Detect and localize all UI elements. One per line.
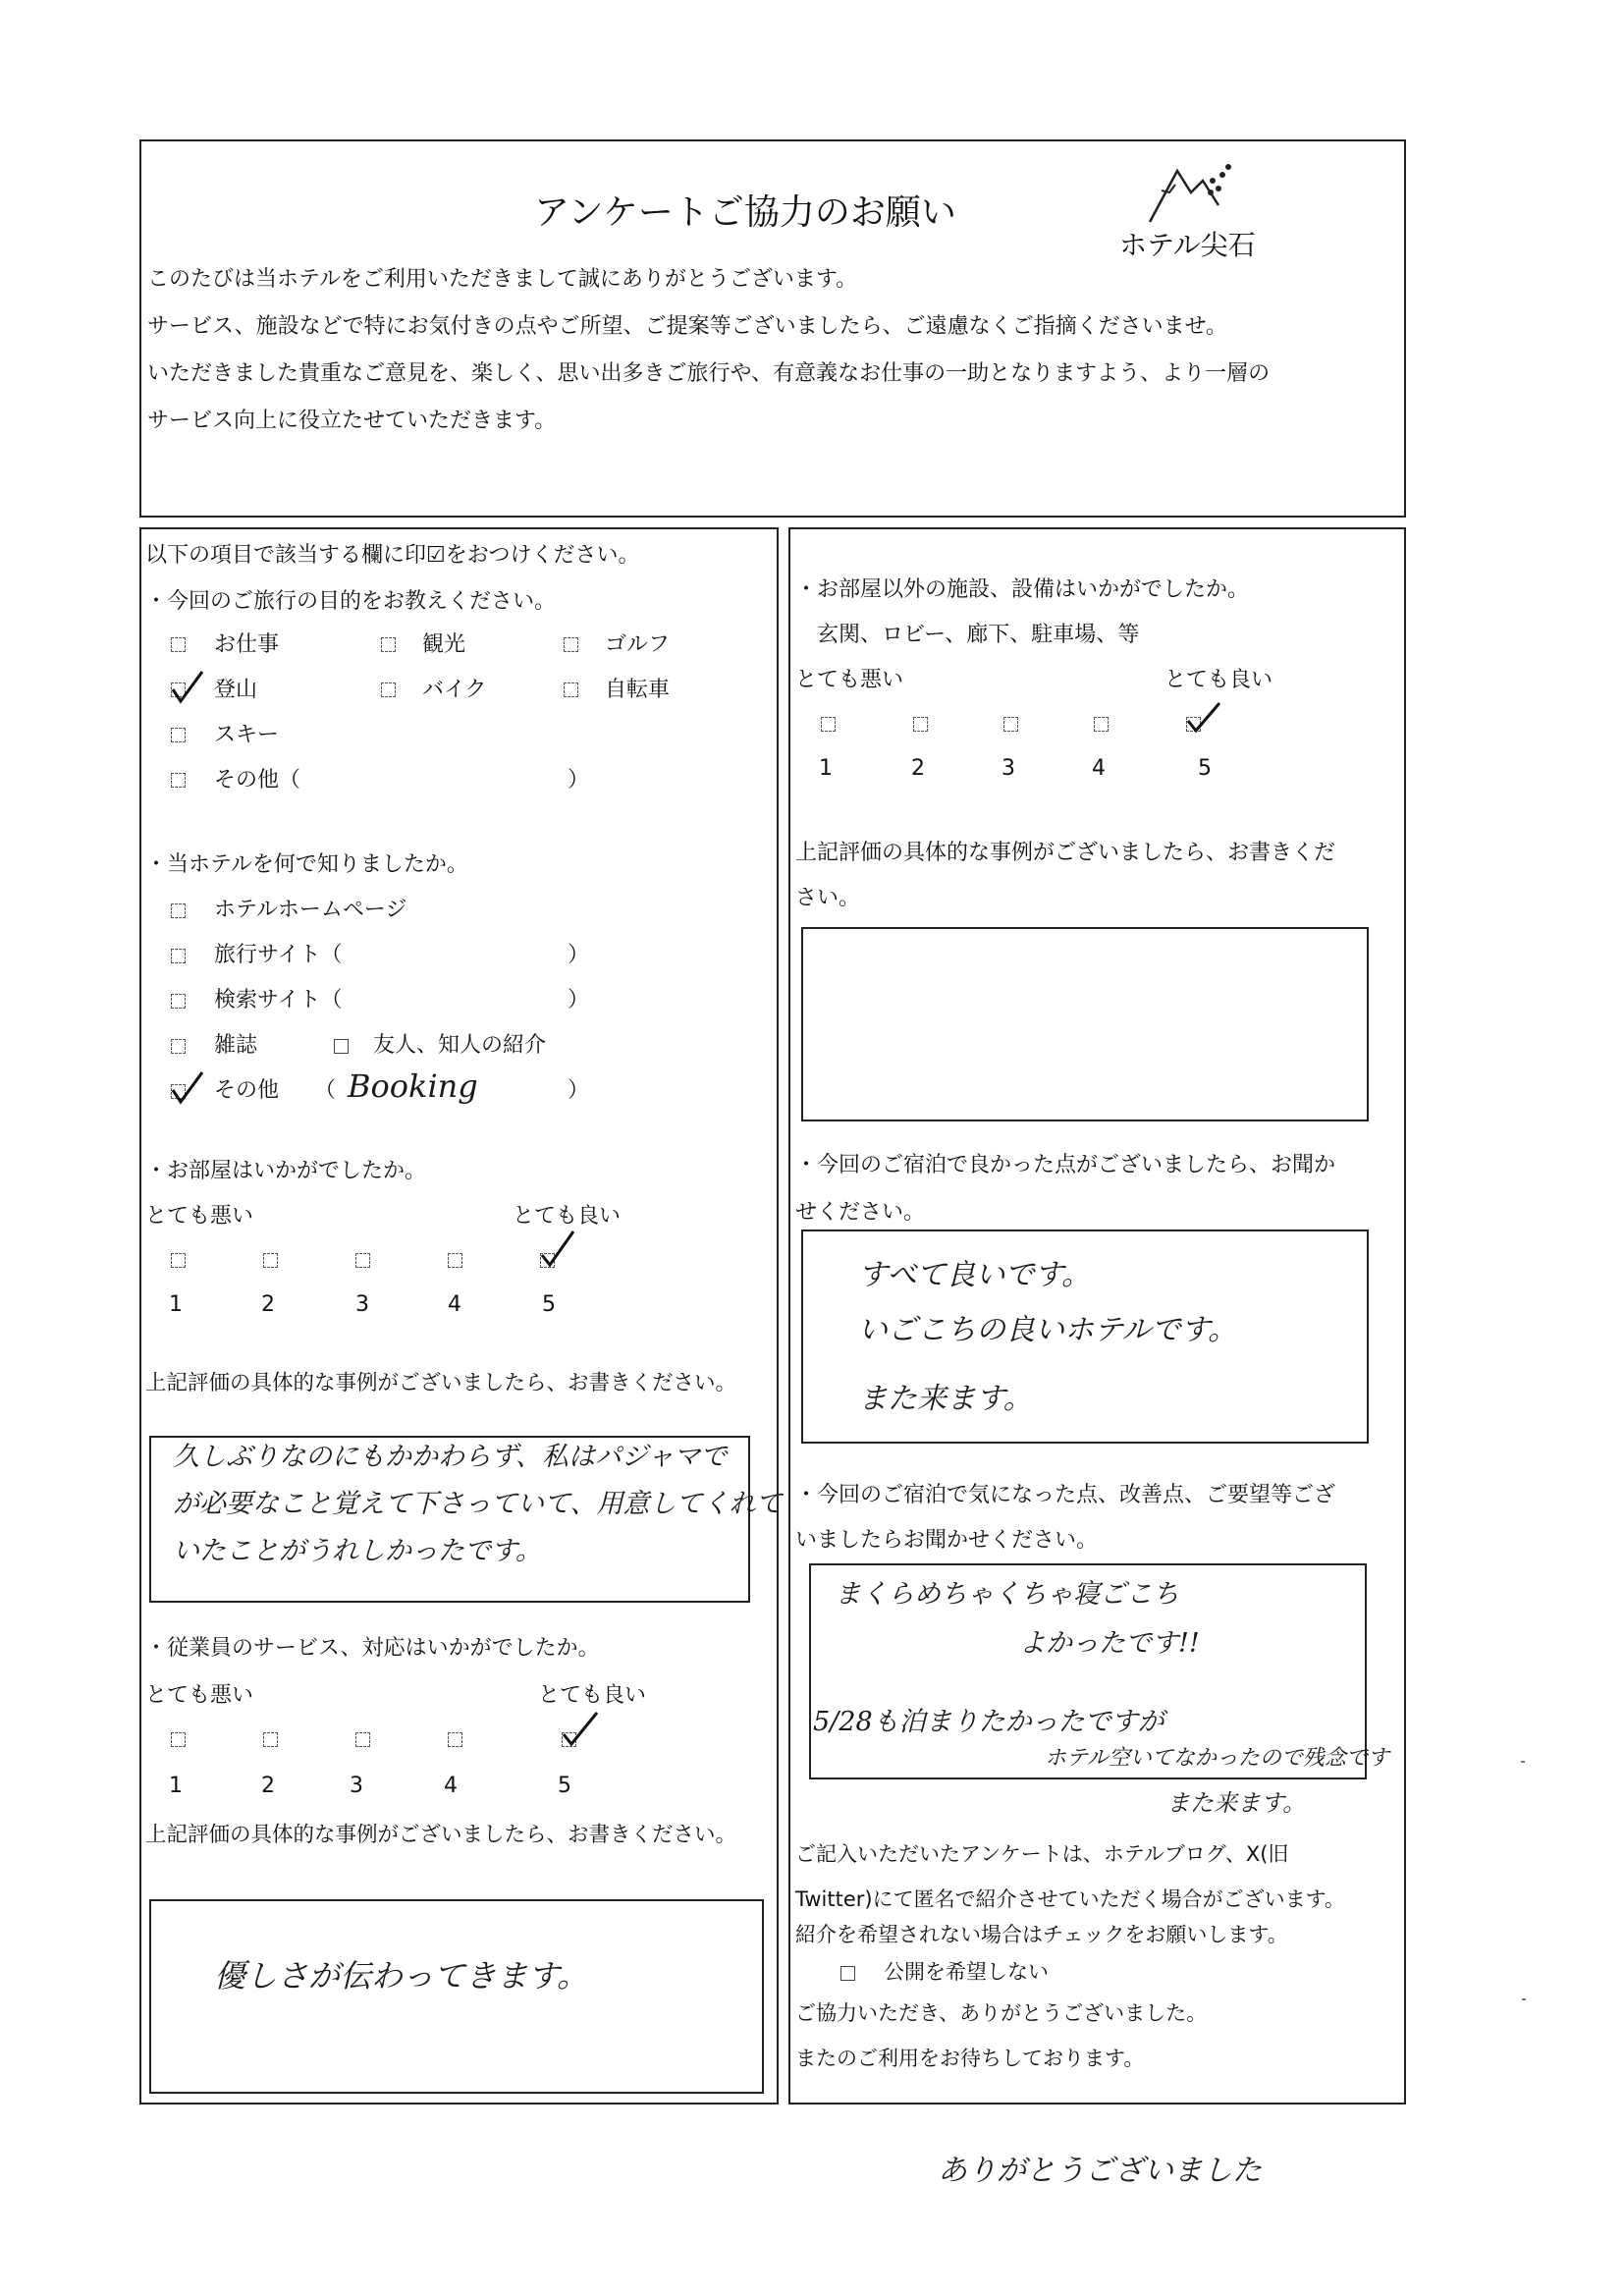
facilities-comment-box[interactable] bbox=[801, 927, 1369, 1121]
facilities-scale-3: 3 bbox=[1001, 756, 1015, 781]
facilities-checkbox-3[interactable] bbox=[1003, 717, 1018, 732]
facilities-detail-prompt-2: さい。 bbox=[795, 886, 861, 910]
facilities-scale-2: 2 bbox=[911, 756, 925, 781]
staff-bad-label: とても悪い bbox=[145, 1683, 254, 1708]
room-scale-1: 1 bbox=[169, 1292, 183, 1317]
checkbox-bike[interactable] bbox=[381, 683, 396, 697]
staff-scale-2: 2 bbox=[261, 1774, 275, 1798]
option-golf: ゴルフ bbox=[605, 632, 671, 657]
checkbox-sightseeing[interactable] bbox=[381, 637, 396, 652]
option-hotel-homepage: ホテルホームページ bbox=[214, 898, 407, 922]
option-source-other: その他 bbox=[214, 1078, 280, 1103]
room-comment-line-3: いたことがうれしかったです。 bbox=[173, 1536, 542, 1566]
staff-checkbox-2[interactable] bbox=[263, 1732, 278, 1747]
option-search-site: 検索サイト（ bbox=[214, 988, 343, 1012]
page-title: アンケートご協力のお願い bbox=[534, 192, 956, 233]
staff-detail-prompt: 上記評価の具体的な事例がございましたら、お書きください。 bbox=[145, 1823, 737, 1847]
checkbox-bicycle[interactable] bbox=[564, 683, 578, 697]
checkmark-icon bbox=[538, 1230, 577, 1269]
checkbox-work[interactable] bbox=[171, 637, 186, 652]
thanks-text: ご協力いただき、ありがとうございました。 bbox=[795, 2001, 1208, 2025]
improvements-comment-line-2: よかったです!! bbox=[1019, 1628, 1200, 1659]
opt-out-label: 公開を希望しない bbox=[884, 1960, 1049, 1984]
intro-line-2: サービス、施設などで特にお気付きの点やご所望、ご提案等ございましたら、ご遠慮なくご指摘くださいませ。 bbox=[147, 314, 1228, 339]
intro-line-3: いただきました貴重なご意見を、楽しく、思い出多きご旅行や、有意義なお仕事の一助となりますよう、より一層の bbox=[147, 361, 1271, 386]
option-magazine: 雑誌 bbox=[214, 1033, 258, 1058]
checkbox-search-site[interactable] bbox=[171, 994, 186, 1009]
facilities-good-label: とても良い bbox=[1164, 668, 1273, 692]
staff-checkbox-1[interactable] bbox=[171, 1732, 186, 1747]
room-bad-label: とても悪い bbox=[145, 1204, 254, 1229]
source-question: ・当ホテルを何で知りましたか。 bbox=[145, 852, 468, 877]
good-points-comment-line-3: また来ます。 bbox=[858, 1382, 1033, 1416]
option-bike: バイク bbox=[422, 678, 487, 702]
room-detail-prompt: 上記評価の具体的な事例がございましたら、お書きください。 bbox=[145, 1371, 737, 1395]
improvements-comment-line-5: また来ます。 bbox=[1166, 1789, 1307, 1817]
checkbox-opt-out[interactable] bbox=[840, 1966, 855, 1981]
option-bicycle: 自転車 bbox=[605, 678, 671, 702]
source-other-close-paren: ） bbox=[568, 1078, 590, 1103]
scan-speck bbox=[1521, 1761, 1525, 1763]
closing-text: またのご利用をお待ちしております。 bbox=[795, 2047, 1145, 2070]
checkbox-hotel-homepage[interactable] bbox=[171, 903, 186, 918]
footer-line-3: 紹介を希望されない場合はチェックをお願いします。 bbox=[795, 1923, 1288, 1946]
staff-scale-3: 3 bbox=[350, 1774, 363, 1798]
good-points-comment-line-2: いごこちの良いホテルです。 bbox=[858, 1313, 1238, 1347]
instruction-text: 以下の項目で該当する欄に印☑をおつけください。 bbox=[145, 543, 640, 568]
purpose-question: ・今回のご旅行の目的をお教えください。 bbox=[145, 589, 557, 614]
facilities-checkbox-4[interactable] bbox=[1094, 717, 1109, 732]
checkmark-icon bbox=[169, 668, 208, 707]
source-other-value: Booking bbox=[348, 1067, 478, 1105]
staff-checkbox-4[interactable] bbox=[448, 1732, 462, 1747]
footer-line-1: ご記入いただいたアンケートは、ホテルブログ、X(旧 bbox=[795, 1842, 1289, 1866]
header-box bbox=[139, 139, 1406, 518]
facilities-detail-prompt-1: 上記評価の具体的な事例がございましたら、お書きくだ bbox=[795, 841, 1336, 865]
improvements-comment-line-3: 5/28も泊まりたかったですが bbox=[813, 1707, 1164, 1737]
checkmark-icon bbox=[1184, 699, 1223, 738]
room-comment-line-2: が必要なこと覚えて下さっていて、用意してくれて bbox=[173, 1489, 783, 1519]
option-travel-site: 旅行サイト（ bbox=[214, 943, 343, 967]
intro-line-4: サービス向上に役立たせていただきます。 bbox=[147, 409, 557, 433]
staff-comment: 優しさが伝わってきます。 bbox=[214, 1957, 589, 1995]
checkbox-magazine[interactable] bbox=[171, 1039, 186, 1054]
option-ski: スキー bbox=[214, 723, 280, 747]
checkmark-icon bbox=[560, 1709, 599, 1748]
improvements-comment-line-1: まくらめちゃくちゃ寝ごこち bbox=[835, 1579, 1179, 1610]
staff-good-label: とても良い bbox=[538, 1683, 647, 1708]
room-checkbox-3[interactable] bbox=[355, 1253, 370, 1268]
hotel-name: ホテル尖石 bbox=[1119, 229, 1256, 261]
option-purpose-other: その他（ bbox=[214, 768, 301, 793]
room-scale-2: 2 bbox=[261, 1292, 275, 1317]
facilities-scale-4: 4 bbox=[1092, 756, 1106, 781]
checkmark-icon bbox=[169, 1068, 208, 1108]
staff-question: ・従業員のサービス、対応はいかがでしたか。 bbox=[145, 1636, 600, 1661]
purpose-other-close-paren: ） bbox=[568, 768, 590, 793]
improvements-question-1: ・今回のご宿泊で気になった点、改善点、ご要望等ござ bbox=[795, 1483, 1336, 1507]
staff-comment-box[interactable] bbox=[149, 1899, 764, 2094]
checkbox-purpose-other[interactable] bbox=[171, 773, 186, 788]
checkbox-travel-site[interactable] bbox=[171, 949, 186, 963]
room-question: ・お部屋はいかがでしたか。 bbox=[145, 1159, 427, 1183]
improvements-comment-line-4: ホテル空いてなかったので残念です bbox=[1045, 1746, 1389, 1771]
good-points-question-1: ・今回のご宿泊で良かった点がございましたら、お聞か bbox=[795, 1153, 1336, 1177]
staff-scale-4: 4 bbox=[444, 1774, 458, 1798]
staff-checkbox-3[interactable] bbox=[355, 1732, 370, 1747]
mountain-logo-icon bbox=[1140, 151, 1248, 228]
checkbox-ski[interactable] bbox=[171, 728, 186, 742]
room-checkbox-2[interactable] bbox=[263, 1253, 278, 1268]
intro-line-1: このたびは当ホテルをご利用いただきまして誠にありがとうございます。 bbox=[147, 267, 858, 292]
room-good-label: とても良い bbox=[513, 1204, 622, 1229]
facilities-scale-1: 1 bbox=[819, 756, 833, 781]
travel-site-close-paren: ） bbox=[568, 943, 590, 967]
facilities-bad-label: とても悪い bbox=[795, 668, 904, 692]
option-sightseeing: 観光 bbox=[422, 632, 466, 657]
room-comment-line-1: 久しぶりなのにもかかわらず、私はパジャマで bbox=[173, 1442, 728, 1472]
staff-scale-1: 1 bbox=[169, 1774, 183, 1798]
facilities-examples: 玄関、ロビー、廊下、駐車場、等 bbox=[817, 623, 1140, 647]
room-scale-3: 3 bbox=[355, 1292, 369, 1317]
room-scale-5: 5 bbox=[542, 1292, 556, 1317]
facilities-checkbox-2[interactable] bbox=[913, 717, 928, 732]
scan-speck bbox=[1522, 1998, 1526, 2000]
improvements-question-2: いましたらお聞かせください。 bbox=[795, 1528, 1099, 1553]
signature-note: ありがとうございました bbox=[938, 2154, 1262, 2188]
search-site-close-paren: ） bbox=[568, 988, 590, 1012]
room-checkbox-1[interactable] bbox=[171, 1253, 186, 1268]
room-scale-4: 4 bbox=[448, 1292, 461, 1317]
facilities-scale-5: 5 bbox=[1198, 756, 1212, 781]
checkbox-golf[interactable] bbox=[564, 637, 578, 652]
staff-scale-5: 5 bbox=[558, 1774, 571, 1798]
room-checkbox-4[interactable] bbox=[448, 1253, 462, 1268]
source-other-open-paren: （ bbox=[314, 1078, 337, 1103]
option-work: お仕事 bbox=[214, 632, 280, 657]
footer-line-2: Twitter)にて匿名で紹介させていただく場合がございます。 bbox=[795, 1887, 1345, 1911]
option-friend-referral: 友人、知人の紹介 bbox=[373, 1033, 547, 1058]
good-points-comment-line-1: すべて良いです。 bbox=[858, 1258, 1091, 1292]
option-mountaineering: 登山 bbox=[214, 678, 258, 702]
good-points-question-2: せください。 bbox=[795, 1200, 926, 1225]
facilities-checkbox-1[interactable] bbox=[821, 717, 836, 732]
checkbox-friend-referral[interactable] bbox=[334, 1039, 349, 1054]
facilities-question: ・お部屋以外の施設、設備はいかがでしたか。 bbox=[795, 577, 1250, 602]
